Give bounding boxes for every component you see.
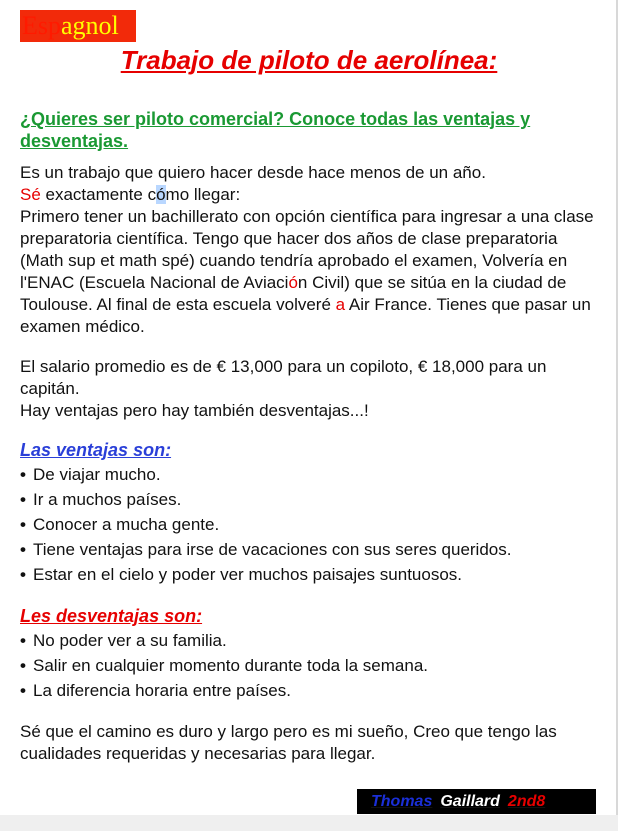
bullet-icon: • (20, 515, 26, 534)
list-item-text: De viajar mucho. (33, 465, 161, 484)
intro-line-1: Es un trabajo que quiero hacer desde hace menos de un año. (20, 163, 486, 182)
list-item (20, 462, 511, 487)
intro-body-b: n Civil) que se sitúa en la ciudad de Toulouse. Al final de esta escuela volveré (20, 273, 567, 314)
list-item-text: No poder ver a su familia. (33, 631, 227, 650)
bullet-icon: • (20, 681, 26, 700)
bullet-icon: • (20, 565, 26, 584)
list-item-text: Ir a muchos países. (33, 490, 182, 509)
bullet-icon: • (20, 490, 26, 509)
intro-body-a: Primero tener un bachillerato con opción científica para ingresar a una clase preparatoria científica. Tengo que hacer dos años de clase preparatoria (Math sup et math spé) cuando tendría aprobado el examen, Volvería en l'ENAC (Escuela Nacional de Aviaci (20, 207, 594, 292)
intro-red-a: a (335, 295, 346, 314)
intro-highlight: ó (156, 185, 166, 204)
bullet-icon: • (20, 465, 26, 484)
list-item (20, 678, 428, 703)
intro-line-2a: exactamente c (40, 185, 157, 204)
list-item (20, 628, 428, 653)
signature-first-name: Thomas (371, 793, 433, 810)
list-item (20, 487, 511, 512)
bottom-scroll-band (0, 815, 618, 831)
badge-text-red: Esp (22, 11, 61, 40)
salary-paragraph: El salario promedio es de € 13,000 para un copiloto, € 18,000 para un capitán. Hay ventajas pero hay también desventajas...! (20, 357, 547, 420)
list-item (20, 562, 511, 587)
signature-bar (357, 789, 596, 814)
list-item-text: La diferencia horaria entre países. (33, 681, 291, 700)
bullet-icon: • (20, 631, 26, 650)
language-badge (20, 10, 136, 42)
signature-last-name: Gaillard (440, 793, 500, 810)
conclusion-paragraph: Sé que el camino es duro y largo pero es mi sueño, Creo que tengo las cualidades requeridas y necesarias para llegar. (20, 722, 557, 763)
badge-text-yellow: agnol (61, 11, 119, 40)
list-item-text: Tiene ventajas para irse de vacaciones con sus seres queridos. (33, 540, 512, 559)
intro-paragraph (20, 162, 605, 338)
intro-body-c: Air France. Tienes que pasar un examen médico. (20, 295, 591, 336)
ventajas-heading: Las ventajas son: (20, 440, 172, 460)
desventajas-list (20, 628, 428, 703)
list-item (20, 653, 428, 678)
signature-class: 2nd8 (507, 793, 546, 810)
intro-line-2b: mo llegar: (165, 185, 241, 204)
intro-red-o: ó (288, 273, 298, 292)
bullet-icon: • (20, 540, 26, 559)
list-item-text: Salir en cualquier momento durante toda la semana. (33, 656, 429, 675)
desventajas-heading: Les desventajas son: (20, 606, 203, 626)
bullet-icon: • (20, 656, 26, 675)
list-item (20, 512, 511, 537)
ventajas-list (20, 462, 511, 587)
subtitle: ¿Quieres ser piloto comercial? Conoce todas las ventajas y desventajas. (20, 109, 531, 151)
list-item (20, 537, 511, 562)
list-item-text: Conocer a mucha gente. (33, 515, 220, 534)
list-item-text: Estar en el cielo y poder ver muchos paisajes suntuosos. (33, 565, 463, 584)
intro-red-word: Sé (20, 185, 41, 204)
page-title: Trabajo de piloto de aerolínea: (120, 45, 498, 75)
